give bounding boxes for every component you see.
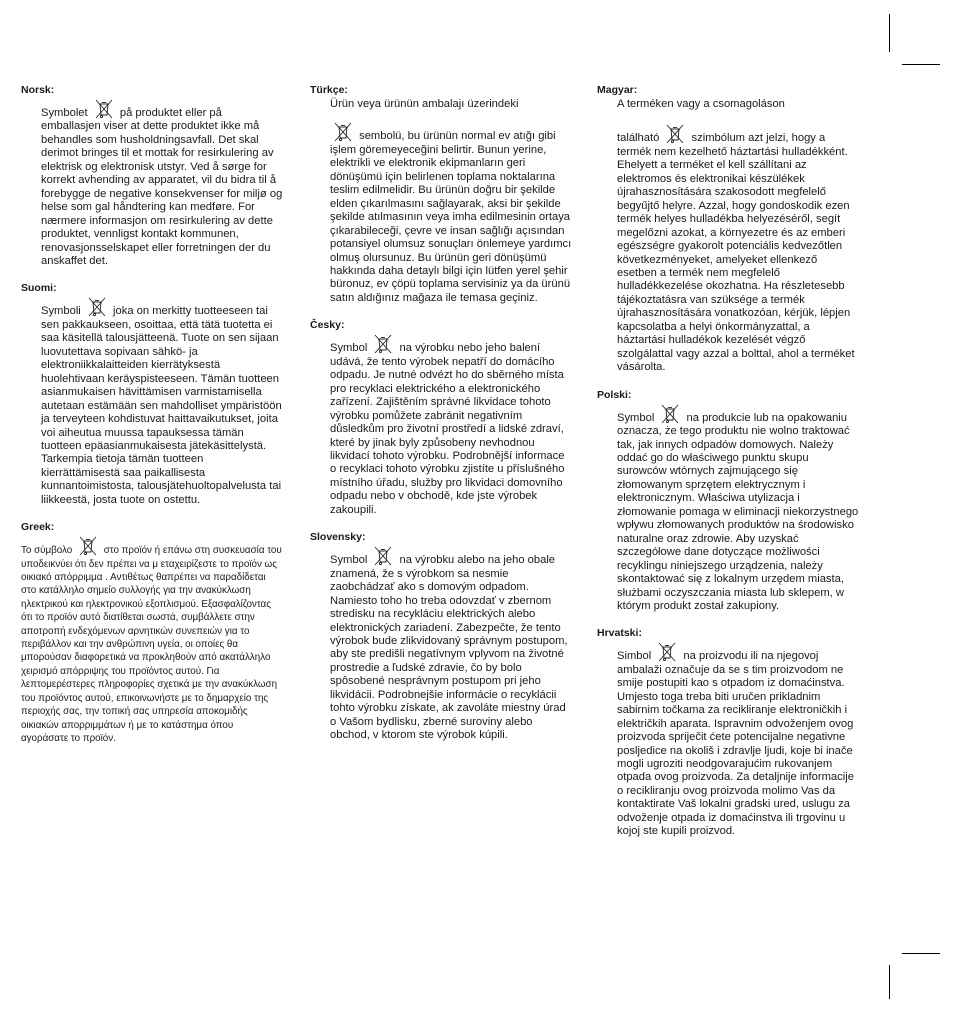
- section-text: Symbol na výrobku alebo na jeho obale znamená, že s výrobkom sa nesmie zaobchádzať ako s domovým odpadom. Namiesto toho ho treba odovzdať v zbernom stredisku na recykláciu elektrických alebo elektronických zariadení. Zabezpečte, že tento výrobok bude zlikvidovaný správnym postupom, aby ste predišli negatívnym vplyvom na životné prostredie a ľudské zdravie, čo by bolo spôsobené nesprávnym postupom pri jeho likvidácii. Podrobnejšie informácie o recyklácii tohto výrobku získate, ak zavoláte miestny úrad o Vašom bydlisku, zberné suroviny alebo obchod, v ktorom ste výrobok kúpili.: [310, 545, 572, 742]
- crossed-out-wheelie-bin-icon: [659, 403, 681, 425]
- section-heading: Hrvatski:: [597, 627, 642, 640]
- crop-mark: [902, 953, 940, 954]
- crop-mark: [889, 965, 890, 999]
- column-right: [597, 84, 859, 853]
- section-heading: Türkçe:: [310, 84, 348, 96]
- section-heading: Polski:: [597, 388, 632, 401]
- section-text: Simbol na proizvodu ili na njegovoj ambalaži označuje da se s tim proizvodom ne smije postupiti kao s otpadom iz domaćinstva. Umjesto toga treba biti uručen prikladnim sabirnim točkama za recikliranje elektroničkih i električkih aparata. Ispravnim odvoženjem ovog proizvoda spriječit ćete potencijalne negativne posljedice na okoliš i zdravlje ljudi, koje bi inače mogli ugroziti neodgovarajućim rukovanjem otpada ovog proizvoda. Za detaljnije informacije o recikliranju ovog proizvoda molimo Vas da kontaktirate Vaš lokalni gradski ured, uslugu za odvoženje otpada iz domaćinstva ili trgovinu u kojoj ste kupili proizvod.: [597, 641, 859, 838]
- column-left: [21, 84, 283, 759]
- crossed-out-wheelie-bin-icon: [86, 296, 108, 318]
- section-polski: [597, 389, 859, 614]
- section-heading: Greek:: [21, 521, 55, 534]
- section-heading: Česky:: [310, 319, 345, 332]
- section-text: A terméken vagy a csomagoláson található szimbólum azt jelzi, hogy a termék nem kezelhető háztartási hulladékként. Ehelyett a terméket el kell szállítani az elektromos és elektronikai készülékek újrahasznosítására szakosodott megfelelő begyűjtő helyre. Azzal, hogy gondoskodik ezen termék helyes hulladékba helyezéséről, segít megelőzni azokat, a környezetre és az emberi egészségre gyakorolt potenciális kedvezőtlen következményeket, amelyeket ellenkező esetben a termék nem megfelelő hulladékkezelése okozhatna. Ha részletesebb tájékoztatásra van szüksége a termék újrahasznosítására vonatkozóan, kérjük, lépjen kapcsolatba a helyi önkormányzattal, a háztartási hulladékok kezelését végző szolgálattal vagy azzal a bolttal, ahol a terméket vásárolta.: [617, 98, 855, 374]
- section-text: Symboli joka on merkitty tuotteeseen tai sen pakkaukseen, osoittaa, että tätä tuotetta ei saa käsitellä talousjätteenä. Tuote on sen sijaan luovutettava sopivaan sähkö- ja elektroniikkalaitteiden kierrätyksestä huolehtivaan keräyspisteeseen. Tämän tuotteen asianmukaisen hävittämisen varmistamisella autetaan estämään sen mahdolliset ympäristöön ja terveyteen kohdistuvat haittavaikutukset, joita voi aiheutua muussa tapauksessa tämän tuotteen epäasianmukaisesta jätekäsittelystä. Tarkempia tietoja tämän tuotteen kierrättämisestä saa paikallisesta kunnantoimistosta, talousjätehuoltopalvelusta tai liikkeestä, josta tuote on ostettu.: [21, 296, 283, 507]
- crossed-out-wheelie-bin-icon: [93, 98, 115, 120]
- section-cesky: [310, 319, 572, 517]
- crossed-out-wheelie-bin-icon: [372, 545, 394, 567]
- section-heading: Suomi:: [21, 282, 57, 295]
- section-hrvatski: [597, 627, 859, 838]
- column-middle: [310, 84, 572, 757]
- crossed-out-wheelie-bin-icon: [77, 535, 99, 557]
- section-text: Το σύμβολο στο προϊόν ή επάνω στη συσκευασία του υποδεικνύει ότι δεν πρέπει να μ εταχειρίζεστε το προϊόν ως οικιακό απόρριμμα . Αντιθέτως θαπρέπει να παραδίδεται στο κατάλληλο σημείο συλλογής για την ανακύκλωση ηλεκτρικού και ηλεκτρονικού εξοπλισμού. Εξασφαλίζοντας ότι το προϊόν αυτό διατίθεται σωστά, συμβάλλετε στην αποτροπή ενδεχόμενων αρνητικών συνεπειών για το περιβάλλον και την ανθρώπινη υγεία, οι οποίες θα μπορούσαν διαφορετικά να προκληθούν από ακατάλληλο χειρισμό απόρριψης του προϊόντος αυτού. Για λεπτομερέστερες πληροφορίες σχετικά με την ανακύκλωση του προϊόντος αυτού, επικοινωνήστε με το δημαρχείο της περιοχής σας, την τοπική σας υπηρεσία αποκομιδής οικιακών απορριμμάτων ή με το κατάστημα όπου αγοράσατε το προϊόν.: [21, 535, 283, 745]
- crossed-out-wheelie-bin-icon: [372, 333, 394, 355]
- section-text: Symbolet på produktet eller på emballasjen viser at dette produktet ikke må behandles som husholdningsavfall. Det skal derimot bringes til et mottak for resirkulering av elektrisk og elektronisk utstyr. Ved å sørge for korrekt avhending av apparatet, vil du bidra til å forebygge de negative konsekvenser for miljø og helse som gal håndtering kan medføre. For nærmere informasjon om resirkulering av dette produktet, vennligst kontakt kommunen, renovasjonsselskapet eller forretningen der du anskaffet det.: [21, 98, 283, 268]
- section-suomi: [21, 282, 283, 507]
- crossed-out-wheelie-bin-icon: [656, 641, 678, 663]
- section-text: Symbol na výrobku nebo jeho balení udává, že tento výrobek nepatří do domácího odpadu. Je nutné odvézt ho do sběrného místa pro recyklaci elektrického a elektronického zařízení. Zajištěním správné likvidace tohoto výrobku pomůžete zabránit negativním důsledkům pro životní prostředí a lidské zdraví, které by jinak byly způsobeny nevhodnou likvidací tohoto výrobku. Podrobnější informace o recyklaci tohoto výrobku zjistíte u příslušného místního úřadu, služby pro likvidaci domovního odpadu nebo v obchodě, kde jste výrobek zakoupili.: [310, 333, 572, 517]
- crop-mark: [902, 64, 940, 65]
- crossed-out-wheelie-bin-icon: [332, 121, 354, 143]
- section-text: Ürün veya ürünün ambalajı üzerindeki sembolü, bu ürünün normal ev atığı gibi işlem göremeyeceğini belirtir. Bunun yerine, elektrikli ve elektronik ekipmanların geri dönüşümü için belirlenen toplama noktalarına teslim edilmelidir. Bu ürünün doğru bir şekilde elden çıkarılmasını sağlayarak, aksi bir şekilde şekilde atılmasının veya imha edilmesinin ortaya çıkarabileceği, çevre ve insan sağlığı açısından potansiyel olumsuz sonuçları önlemeye yardımcı olmuş olursunuz. Bu ürünün geri dönüşümü hakkında daha detaylı bilgi için lütfen yerel şehir büronuz, ev çöpü toplama servisiniz ya da ürünü satın aldığınız mağaza ile temasa geçiniz.: [330, 98, 572, 304]
- crop-mark: [889, 14, 890, 52]
- section-norsk: [21, 84, 283, 268]
- section-text: Symbol na produkcie lub na opakowaniu oznacza, że tego produktu nie wolno traktować tak, jak innych odpadów domowych. Należy oddać go do właściwego punktu skupu surowców wtórnych zajmującego się złomowanym sprzętem elektrycznym i elektronicznym. Właściwa utylizacja i złomowanie pomaga w eliminacji niekorzystnego wpływu złomowanych produktów na środowisko naturalne oraz zdrowie. Aby uzyskać szczegółowe dane dotyczące możliwości recyklingu niniejszego urządzenia, należy skontaktować się z lokalnym urzędem miasta, służbami oczyszczania miasta lub sklepem, w którym produkt został zakupiony.: [597, 403, 859, 614]
- section-turkce: [310, 84, 572, 305]
- section-greek: [21, 521, 283, 745]
- section-heading: Slovensky:: [310, 531, 366, 544]
- section-slovensky: [310, 531, 572, 742]
- section-magyar: [597, 84, 859, 375]
- section-heading: Magyar:: [597, 84, 638, 96]
- crossed-out-wheelie-bin-icon: [664, 123, 686, 145]
- section-heading: Norsk:: [21, 84, 55, 96]
